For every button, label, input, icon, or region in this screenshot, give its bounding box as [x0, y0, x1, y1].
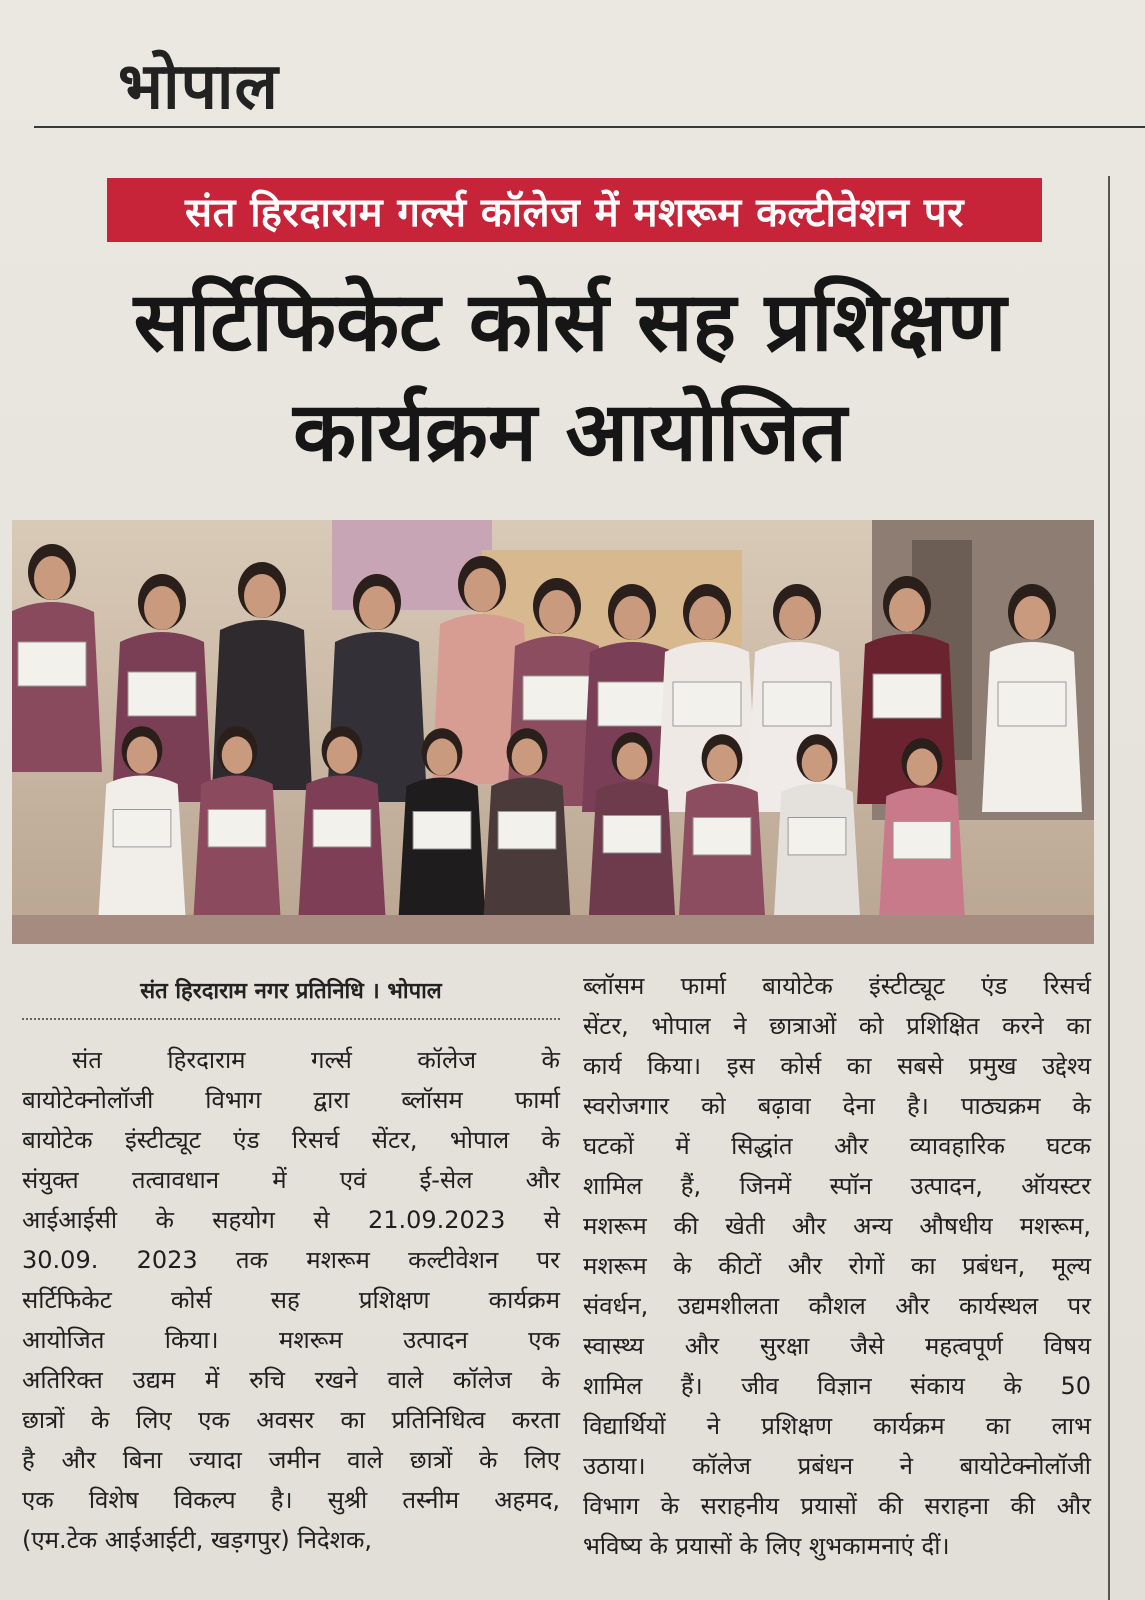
article-line: छात्रों के लिए एक अवसर का प्रतिनिधित्व करता [22, 1406, 560, 1434]
headline [30, 268, 1110, 488]
article-line: घटकों में सिद्धांत और व्यावहारिक घटक [583, 1132, 1091, 1160]
certificate [413, 812, 471, 849]
article-line: स्वरोजगार को बढ़ावा देना है। पाठ्यक्रम के [583, 1092, 1091, 1120]
certificate [128, 672, 196, 716]
article-line: उठाया। कॉलेज प्रबंधन ने बायोटेक्नोलॉजी [583, 1452, 1091, 1480]
article-line: आयोजित किया। मशरूम उत्पादन एक [22, 1326, 560, 1354]
article-line: संत हिरदाराम गर्ल्स कॉलेज के [72, 1046, 560, 1074]
headline-line-2: कार्यक्रम आयोजित [293, 385, 847, 480]
headline-line-1: सर्टिफिकेट कोर्स सह प्रशिक्षण [133, 275, 1007, 370]
article-line: एक विशेष विकल्प है। सुश्री तस्नीम अहमद, [22, 1486, 560, 1514]
article-line: संवर्धन, उद्यमशीलता कौशल और कार्यस्थल पर [583, 1292, 1091, 1320]
article-line: आईआईसी के सहयोग से 21.09.2023 से [22, 1206, 560, 1234]
certificate [598, 682, 666, 726]
article-line: शामिल हैं, जिनमें स्पॉन उत्पादन, ऑयस्टर [583, 1172, 1091, 1200]
certificate [313, 810, 371, 847]
article-line: अतिरिक्त उद्यम में रुचि रखने वाले कॉलेज के [22, 1366, 560, 1394]
group-photo [12, 520, 1094, 944]
group-photo-illustration [12, 520, 1094, 944]
article-line: संयुक्त तत्वावधान में एवं ई-सेल और [22, 1166, 560, 1194]
certificate [673, 682, 741, 726]
article-line: विभाग के सराहनीय प्रयासों की सराहना की और [583, 1492, 1091, 1520]
article-line: कार्य किया। इस कोर्स का सबसे प्रमुख उद्देश्य [583, 1052, 1091, 1080]
article-line: सर्टिफिकेट कोर्स सह प्रशिक्षण कार्यक्रम [22, 1286, 560, 1314]
article-column-right [583, 966, 1091, 1566]
article-line: विद्यार्थियों ने प्रशिक्षण कार्यक्रम का लाभ [583, 1412, 1091, 1440]
kicker-text: संत हिरदाराम गर्ल्स कॉलेज में मशरूम कल्टीवेशन पर [185, 189, 964, 236]
article-line: मशरूम के कीटों और रोगों का प्रबंधन, मूल्य [583, 1252, 1091, 1280]
certificate [763, 682, 831, 726]
certificate [893, 822, 951, 859]
certificate [873, 674, 941, 718]
article-line: ब्लॉसम फार्मा बायोटेक इंस्टीट्यूट एंड रिसर्च [583, 972, 1091, 1000]
article-line: बायोटेक्नोलॉजी विभाग द्वारा ब्लॉसम फार्मा [22, 1086, 560, 1114]
article-line: है और बिना ज्यादा जमीन वाले छात्रों के लिए [22, 1446, 560, 1474]
certificate [208, 810, 266, 847]
article-line: शामिल हैं। जीव विज्ञान संकाय के 50 [583, 1372, 1091, 1400]
article-line: सेंटर, भोपाल ने छात्राओं को प्रशिक्षित करने का [583, 1012, 1091, 1040]
certificate [788, 818, 846, 855]
top-rule [34, 126, 1145, 128]
certificate [693, 818, 751, 855]
certificate [603, 816, 661, 853]
certificate [523, 676, 591, 720]
article-line: 30.09. 2023 तक मशरूम कल्टीवेशन पर [22, 1246, 560, 1274]
article-line: मशरूम की खेती और अन्य औषधीय मशरूम, [583, 1212, 1091, 1240]
section-city-heading: भोपाल [118, 50, 279, 124]
article-line: बायोटेक इंस्टीट्यूट एंड रिसर्च सेंटर, भोपाल के [22, 1126, 560, 1154]
certificate [18, 642, 86, 686]
article-line: भविष्य के प्रयासों के लिए शुभकामनाएं दीं। [583, 1532, 950, 1560]
article-column-left [22, 1040, 560, 1560]
certificate [498, 812, 556, 849]
byline-rule [22, 1018, 560, 1020]
certificate [113, 810, 171, 847]
article-line: (एम.टेक आईआईटी, खड़गपुर) निदेशक, [22, 1526, 373, 1554]
kicker-banner [107, 178, 1042, 242]
certificate [998, 682, 1066, 726]
article-line: स्वास्थ्य और सुरक्षा जैसे महत्वपूर्ण विषय [583, 1332, 1091, 1360]
byline: संत हिरदाराम नगर प्रतिनिधि । भोपाल [140, 979, 442, 1004]
